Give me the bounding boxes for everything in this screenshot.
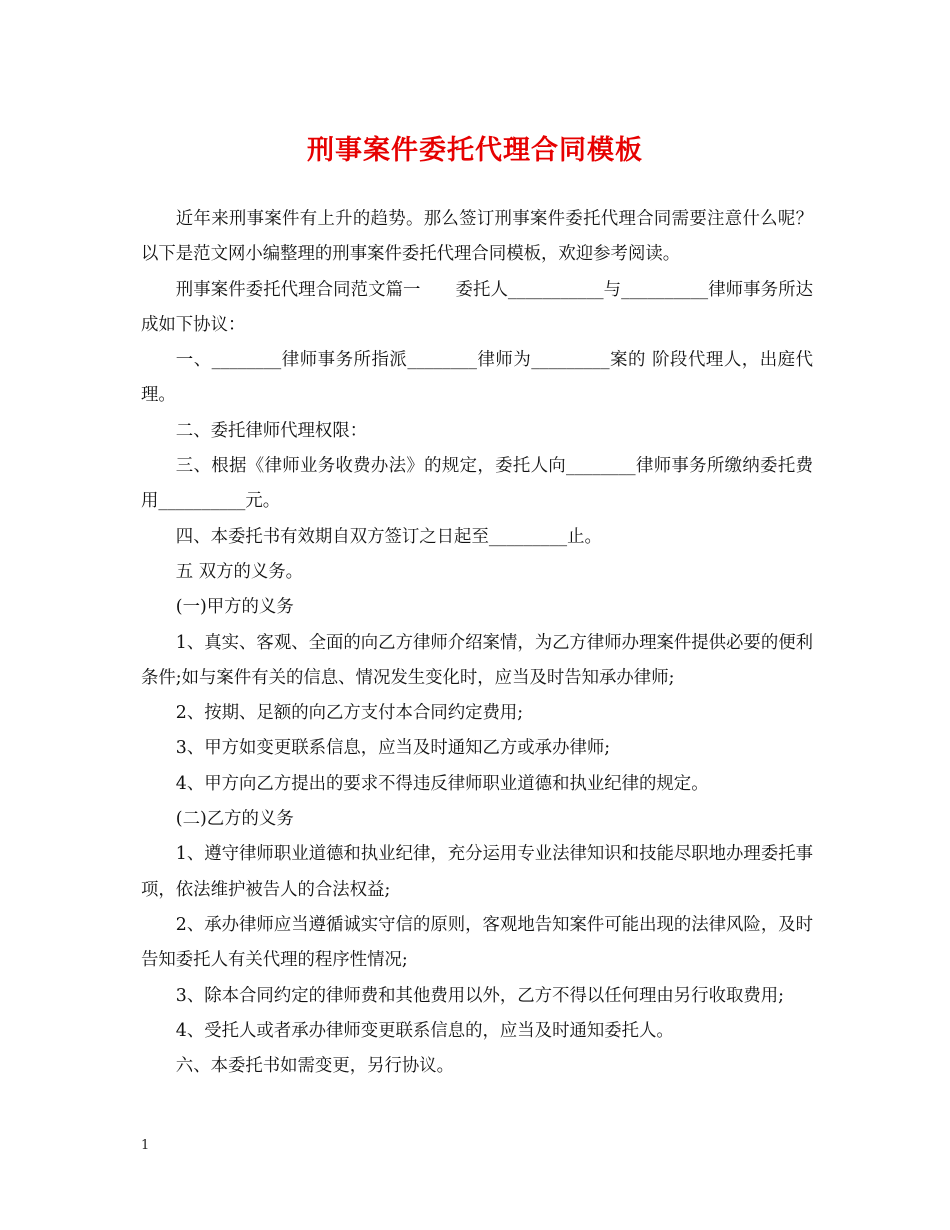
party-b-heading: (二)乙方的义务 [175,809,294,830]
clause-6: 六、本委托书如需变更，另行协议。 [175,1056,455,1077]
page-number: 1 [141,1138,150,1153]
party-a-item-3: 3、甲方如变更联系信息，应当及时通知乙方或承办律师; [175,738,611,759]
party-a-item-1: 1、真实、客观、全面的向乙方律师介绍案情，为乙方律师办理案件提供必要的便利条件;如与案件有关的信息、情况发生变化时，应当及时告知承办律师; [141,632,813,688]
document-body [141,202,813,1084]
party-a-item-2: 2、按期、足额的向乙方支付本合同约定费用; [175,703,524,724]
paragraph-intro: 近年来刑事案件有上升的趋势。那么签订刑事案件委托代理合同需要注意什么呢？以下是范文网小编整理的刑事案件委托代理合同模板，欢迎参考阅读。 [141,209,813,265]
document-title: 刑事案件委托代理合同模板 [307,135,643,166]
party-b-item-2: 2、承办律师应当遵循诚实守信的原则，客观地告知案件可能出现的法律风险，及时告知委托人有关代理的程序性情况; [141,914,813,971]
clause-3: 三、根据《律师业务收费办法》的规定，委托人向________律师事务所缴纳委托费用__________元。 [141,456,813,512]
paragraph-parties: 刑事案件委托代理合同范文篇一 委托人___________与__________律师事务所达成如下协议： [141,279,813,335]
clause-2: 二、委托律师代理权限： [175,420,368,441]
clause-4: 四、本委托书有效期自双方签订之日起至_________止。 [175,526,602,547]
clause-1: 一、________律师事务所指派________律师为_________案的 阶段代理人，出庭代理。 [141,350,813,406]
party-b-item-3: 3、除本合同约定的律师费和其他费用以外，乙方不得以任何理由另行收取费用; [175,985,785,1006]
party-a-heading: (一)甲方的义务 [175,597,294,618]
party-a-item-4: 4、甲方向乙方提出的要求不得违反律师职业道德和执业纪律的规定。 [175,773,709,794]
party-b-item-1: 1、遵守律师职业道德和执业纪律，充分运用专业法律知识和技能尽职地办理委托事项，依法维护被告人的合法权益; [141,844,813,900]
clause-5-heading: 五 双方的义务。 [175,561,304,582]
party-b-item-4: 4、受托人或者承办律师变更联系信息的，应当及时通知委托人。 [175,1020,674,1041]
